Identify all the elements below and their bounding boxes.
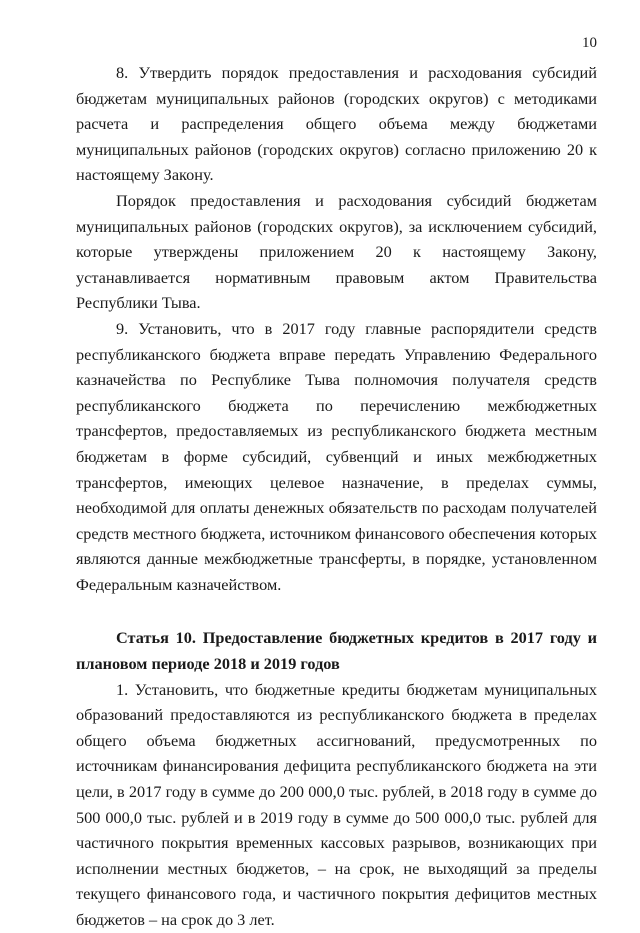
article-heading: Статья 10. Предоставление бюджетных кредитов в 2017 году и плановом периоде 2018 и 2019 годов xyxy=(76,628,597,674)
article-paragraph-1: 1. Установить, что бюджетные кредиты бюджетам муниципальных образований предоставляются из республиканского бюджета в пределах общего объема бюджетных ассигнований, предусмотренных по источникам финансирования дефицита республиканского бюджета на эти цели, в 2017 году в сумме до 200 000,0 тыс. рублей, в 2018 году в сумме до 500 000,0 тыс. рублей и в 2019 году в сумме до 500 000,0 тыс. рублей для частичного покрытия временных кассовых разрывов, возникающих при исполнении местных бюджетов, – на срок, не выходящий за пределы текущего финансового года, и частичного покрытия дефицитов местных бюджетов – на срок до 3 лет. xyxy=(76,679,597,929)
paragraph-item-9: 9. Установить, что в 2017 году главные распорядители средств республиканского бюджета вправе передать Управлению Федерального казначейства по Республике Тыва полномочия получателя средств республиканского бюджета по перечислению межбюджетных трансфертов, предоставляемых из республиканского бюджета местным бюджетам в форме субсидий, субвенций и иных межбюджетных трансфертов, имеющих целевое назначение, в пределах суммы, необходимой для оплаты денежных обязательств по расходам получателей средств местного бюджета, источником финансового обеспечения которых являются данные межбюджетные трансферты, в порядке, установленном Федеральным казначейством. xyxy=(76,318,597,594)
paragraph-subsidy-order: Порядок предоставления и расходования субсидий бюджетам муниципальных районов (городских округов), за исключением субсидий, которые утверждены приложением 20 к настоящему Закону, устанавливается нормативным правовым актом Правительства Республики Тыва. xyxy=(76,190,597,313)
page-number: 10 xyxy=(582,35,597,51)
paragraph-item-8: 8. Утвердить порядок предоставления и расходования субсидий бюджетам муниципальных районов (городских округов) с методиками расчета и распределения общего объема между бюджетами муниципальных районов (городских округов) согласно приложению 20 к настоящему Закону. xyxy=(76,63,597,185)
document-body xyxy=(76,60,597,933)
